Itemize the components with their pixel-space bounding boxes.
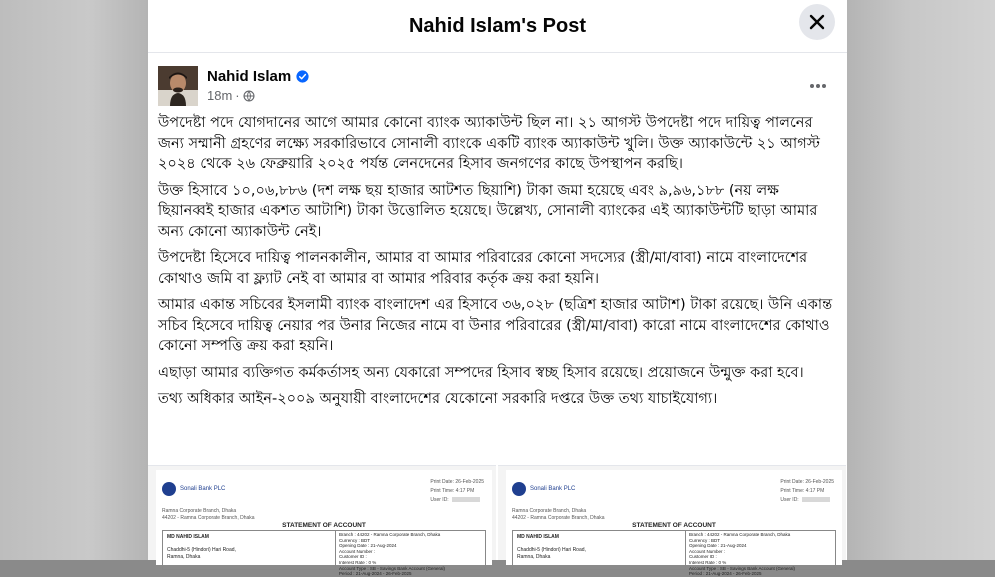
close-icon	[809, 14, 825, 30]
branch-line: Ramna Corporate Branch, Dhaka	[162, 508, 237, 514]
globe-icon	[243, 90, 255, 102]
post-paragraph: উক্ত হিসাবে ১০,০৬,৮৮৬ (দশ লক্ষ ছয় হাজার আটশত ছিয়াশি) টাকা জমা হয়েছে এবং ৯,৯৬,১৮৮ (নয় লক্ষ ছিয়ানব্বই হাজার একশত আটাশি) টাকা উত্তোলিত হয়েছে। উল্লেখ্য, সোনালী ব্যাংকের এই অ্যাকাউন্টটি ছাড়া আমার অন্য কোনো অ্যাকাউন্ট নেই।	[158, 182, 818, 240]
more-options-button[interactable]	[804, 74, 832, 98]
post-paragraph: এছাড়া আমার ব্যক্তিগত কর্মকর্তাসহ অন্য যেকারো সম্পদের হিসাব স্বচ্ছ হিসাব রয়েছে। প্রয়োজনে উন্মুক্ত করা হবে।	[158, 364, 804, 381]
print-date: Print Date: 26-Feb-2025	[430, 479, 484, 485]
account-detail-line: Opening Date : 21-Aug-2024	[339, 543, 397, 549]
bank-logo-icon	[512, 482, 526, 496]
account-holder	[517, 534, 586, 561]
post-header	[158, 66, 838, 108]
account-details	[689, 532, 795, 577]
backdrop-left	[0, 0, 148, 560]
account-detail-line: Period : 21-Aug-2024 - 26-Feb-2025	[689, 571, 762, 577]
attachment-image-2[interactable]	[498, 465, 846, 577]
author-name[interactable]	[207, 68, 309, 85]
close-button[interactable]	[799, 4, 835, 40]
holder-name: MD NAHID ISLAM	[167, 534, 209, 540]
bank-logo-icon	[162, 482, 176, 496]
print-info	[780, 478, 834, 505]
modal-header	[148, 0, 847, 53]
user-id-label: User ID:	[780, 497, 799, 503]
meta-separator: ·	[235, 88, 240, 103]
bank-logo	[512, 478, 582, 500]
post-modal	[148, 0, 847, 577]
statement-title: STATEMENT OF ACCOUNT	[632, 522, 716, 529]
attachment-gallery	[148, 465, 847, 577]
author-avatar[interactable]	[158, 66, 198, 106]
redacted-field	[452, 497, 480, 502]
account-detail-line: Account Type : SB - Savings Bank Account (General)	[689, 565, 795, 571]
verified-badge-icon	[296, 70, 309, 83]
post-paragraph: উপদেষ্টা হিসেবে দায়িত্ব পালনকালীন, আমার বা আমার পরিবারের কোনো সদস্যের (স্ত্রী/মা/বাবা) নামে বাংলাদেশের কোথাও জমি বা ফ্ল্যাট নেই বা আমার বা আমার পরিবার কর্তৃক ক্রয় করা হয়নি।	[158, 250, 808, 287]
branch-line: 44202 - Ramna Corporate Branch, Dhaka	[162, 515, 255, 521]
modal-title: Nahid Islam's Post	[408, 14, 587, 37]
statement-title: STATEMENT OF ACCOUNT	[282, 522, 366, 529]
account-details	[339, 532, 445, 577]
account-detail-line: Customer ID :	[689, 554, 717, 560]
post-paragraph: আমার একান্ত সচিবের ইসলামী ব্যাংক বাংলাদেশ এর হিসাবে ৩৬,০২৮ (ছত্রিশ হাজার আটাশ) টাকা রয়েছে। উনি একান্ত সচিব হিসেবে দায়িত্ব নেয়ার পর উনার নিজের নামে বা উনার পরিবারের (স্ত্রী/মা/বাবা) কারো নামে বাংলাদেশের কোথাও কোনো সম্পত্তি ক্রয় করা হয়নি।	[158, 297, 833, 354]
branch-line: 44202 - Ramna Corporate Branch, Dhaka	[512, 515, 605, 521]
account-detail-line: Account Number :	[689, 548, 726, 554]
post-timestamp[interactable]: 18m	[207, 88, 233, 103]
holder-address: Chaddhi-5 (Hindori) Hari Road,	[517, 547, 586, 553]
account-detail-line: Branch : 44202 - Ramna Corporate Branch, Dhaka	[689, 532, 791, 537]
print-info	[430, 478, 484, 505]
holder-name: MD NAHID ISLAM	[517, 534, 559, 540]
account-detail-line: Account Type : SB - Savings Bank Account (General)	[339, 565, 445, 571]
avatar-photo-icon	[158, 66, 198, 106]
post-meta	[207, 88, 255, 103]
account-detail-line: Customer ID :	[339, 554, 367, 560]
print-time: Print Time: 4:17 PM	[780, 488, 825, 494]
branch-line: Ramna Corporate Branch, Dhaka	[512, 508, 587, 514]
post-paragraph: তথ্য অধিকার আইন-২০০৯ অনুযায়ী বাংলাদেশের যেকোনো সরকারি দপ্তরে উক্ত তথ্য যাচাইযোগ্য।	[158, 391, 718, 407]
bank-name: Sonali Bank PLC	[180, 485, 226, 492]
account-holder	[167, 534, 236, 561]
author-name-text: Nahid Islam	[207, 68, 292, 85]
account-detail-line: Period : 21-Aug-2024 - 26-Feb-2025	[339, 571, 412, 577]
table-divider	[335, 531, 336, 569]
backdrop-right	[847, 0, 995, 560]
print-time: Print Time: 4:17 PM	[430, 488, 475, 494]
branch-info	[512, 508, 605, 522]
holder-address: Ramna, Dhaka	[167, 554, 201, 560]
statement-header-table	[512, 530, 836, 577]
more-options-icon	[809, 83, 827, 89]
account-detail-line: Interest Rate : 0 %	[339, 559, 377, 565]
account-detail-line: Opening Date : 21-Aug-2024	[689, 543, 747, 549]
statement-header-table	[162, 530, 486, 577]
account-detail-line: Account Number :	[339, 548, 376, 554]
post-text	[158, 113, 838, 416]
user-id-label: User ID:	[430, 497, 449, 503]
redacted-field	[802, 497, 830, 502]
branch-info	[162, 508, 255, 522]
bank-name: Sonali Bank PLC	[530, 485, 576, 492]
account-detail-line: Currency : BDT	[689, 537, 721, 543]
holder-address: Ramna, Dhaka	[517, 554, 551, 560]
bank-statement-sheet	[156, 470, 492, 577]
user-id	[430, 496, 484, 505]
account-detail-line: Interest Rate : 0 %	[689, 559, 727, 565]
table-divider	[685, 531, 686, 569]
bank-statement-sheet	[506, 470, 842, 577]
user-id	[780, 496, 834, 505]
account-detail-line: Branch : 44202 - Ramna Corporate Branch, Dhaka	[339, 532, 441, 537]
attachment-image-1[interactable]	[148, 465, 496, 577]
account-detail-line: Currency : BDT	[339, 537, 371, 543]
holder-address: Chaddhi-5 (Hindori) Hari Road,	[167, 547, 236, 553]
bank-logo	[162, 478, 232, 500]
print-date: Print Date: 26-Feb-2025	[780, 479, 834, 485]
post-paragraph: উপদেষ্টা পদে যোগদানের আগে আমার কোনো ব্যাংক অ্যাকাউন্ট ছিল না। ২১ আগস্ট উপদেষ্টা পদে দায়িত্ব পালনের জন্য সম্মানী গ্রহণের লক্ষ্যে সরকারিভাবে সোনালী ব্যাংকে একটি ব্যাংক অ্যাকাউন্ট খুলি। উক্ত অ্যাকাউন্টে ২১ আগস্ট ২০২৪ থেকে ২৬ ফেব্রুয়ারি ২০২৫ পর্যন্ত লেনদেনের হিসাব জনগণের কাছে উপস্থাপন করছি।	[158, 115, 820, 172]
